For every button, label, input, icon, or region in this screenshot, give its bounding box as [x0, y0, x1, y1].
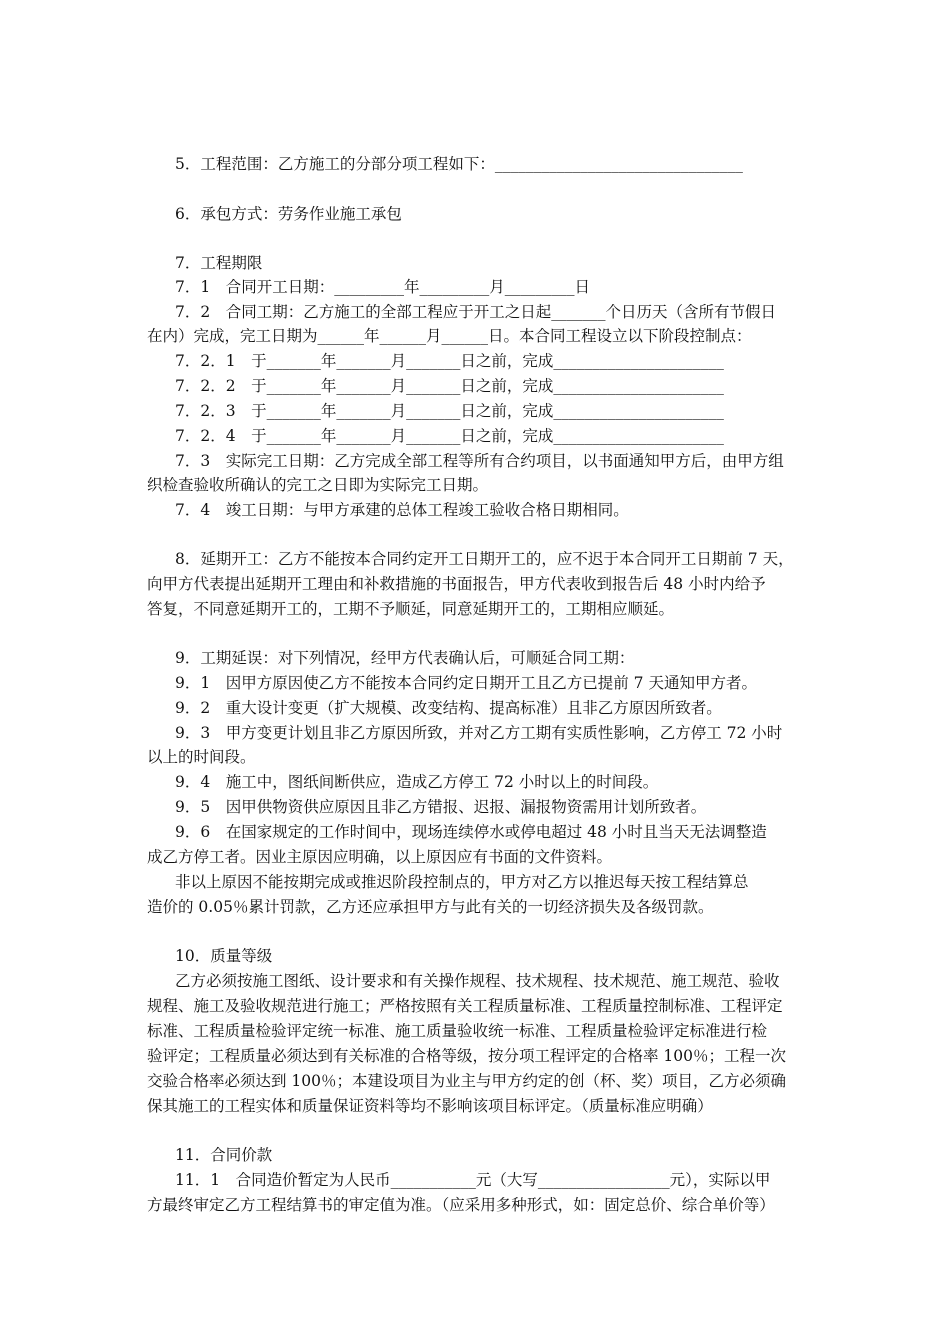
clause-8: 8．延期开工：乙方不能按本合同约定开工日期开工的，应不迟于本合同开工日期前 7 天， [175, 550, 794, 568]
clause-10-heading: 10．质量等级 [175, 947, 273, 965]
quality-paragraph-5: 交验合格率必须达到 100％；本建设项目为业主与甲方约定的创（杯、奖）项目，乙方必须确 [147, 1072, 787, 1090]
clause-9-1: 9．1 因甲方原因使乙方不能按本合同约定日期开工且乙方已提前 7 天通知甲方者。 [175, 674, 757, 692]
clause-8-cont-1: 向甲方代表提出延期开工理由和补救措施的书面报告，甲方代表收到报告后 48 小时内给予 [147, 575, 766, 593]
clause-9-6: 9．6 在国家规定的工作时间中，现场连续停水或停电超过 48 小时且当天无法调整造 [175, 823, 767, 841]
clause-9: 9．工期延误：对下列情况，经甲方代表确认后，可顺延合同工期： [175, 649, 635, 667]
quality-paragraph-6: 保其施工的工程实体和质量保证资料等均不影响该项目标评定。（质量标准应明确） [147, 1097, 713, 1115]
clause-7-2-2: 7．2．2 于_______年_______月_______日之前，完成______________________ [175, 377, 724, 395]
clause-7-2-3: 7．2．3 于_______年_______月_______日之前，完成______________________ [175, 402, 724, 420]
clause-7-4: 7．4 竣工日期：与甲方承建的总体工程竣工验收合格日期相同。 [175, 501, 629, 519]
clause-7-heading: 7．工程期限 [175, 254, 263, 272]
quality-paragraph-2: 规程、施工及验收规范进行施工；严格按照有关工程质量标准、工程质量控制标准、工程评定 [147, 997, 783, 1015]
clause-11-1: 11．1 合同造价暂定为人民币___________元（大写_________________元），实际以甲 [175, 1171, 771, 1189]
clause-9-5: 9．5 因甲供物资供应原因且非乙方错报、迟报、漏报物资需用计划所致者。 [175, 798, 707, 816]
quality-paragraph-3: 标准、工程质量检验评定统一标准、施工质量验收统一标准、工程质量检验评定标准进行检 [147, 1022, 768, 1040]
clause-8-cont-2: 答复，不同意延期开工的，工期不予顺延，同意延期开工的，工期相应顺延。 [147, 600, 675, 618]
clause-7-2-cont: 在内）完成，完工日期为______年______月______日。本合同工程设立以下阶段控制点： [147, 327, 752, 345]
clause-9-2: 9．2 重大设计变更（扩大规模、改变结构、提高标准）且非乙方原因所致者。 [175, 699, 722, 717]
clause-11-heading: 11．合同价款 [175, 1146, 273, 1164]
penalty-paragraph-cont: 造价的 0.05％累计罚款，乙方还应承担甲方与此有关的一切经济损失及各级罚款。 [147, 898, 714, 916]
clause-11-1-cont: 方最终审定乙方工程结算书的审定值为准。（应采用多种形式，如：固定总价、综合单价等） [147, 1196, 775, 1214]
clause-9-4: 9．4 施工中，图纸间断供应，造成乙方停工 72 小时以上的时间段。 [175, 773, 659, 791]
clause-6-contract-mode: 6．承包方式：劳务作业施工承包 [175, 205, 402, 223]
clause-7-2: 7．2 合同工期：乙方施工的全部工程应于开工之日起_______个日历天（含所有节假日 [175, 303, 776, 321]
quality-paragraph-4: 验评定；工程质量必须达到有关标准的合格等级，按分项工程评定的合格率 100％；工程一次 [147, 1047, 787, 1065]
clause-9-3: 9．3 甲方变更计划且非乙方原因所致，并对乙方工期有实质性影响，乙方停工 72 小时 [175, 724, 783, 742]
clause-9-3-cont: 以上的时间段。 [147, 748, 256, 766]
quality-paragraph-1: 乙方必须按施工图纸、设计要求和有关操作规程、技术规程、技术规范、施工规范、验收 [175, 972, 780, 990]
clause-7-3: 7．3 实际完工日期：乙方完成全部工程等所有合约项目，以书面通知甲方后，由甲方组 [175, 452, 784, 470]
penalty-paragraph: 非以上原因不能按期完成或推迟阶段控制点的，甲方对乙方以推迟每天按工程结算总 [175, 873, 749, 891]
clause-5-scope: 5．工程范围：乙方施工的分部分项工程如下：________________________________ [175, 155, 743, 173]
clause-7-2-4: 7．2．4 于_______年_______月_______日之前，完成______________________ [175, 427, 724, 445]
clause-9-6-cont: 成乙方停工者。因业主原因应明确，以上原因应有书面的文件资料。 [147, 848, 613, 866]
clause-7-1: 7．1 合同开工日期：_________年_________月_________日 [175, 278, 590, 296]
clause-7-3-cont: 织检查验收所确认的完工之日即为实际完工日期。 [147, 476, 489, 494]
clause-7-2-1: 7．2．1 于_______年_______月_______日之前，完成______________________ [175, 352, 724, 370]
